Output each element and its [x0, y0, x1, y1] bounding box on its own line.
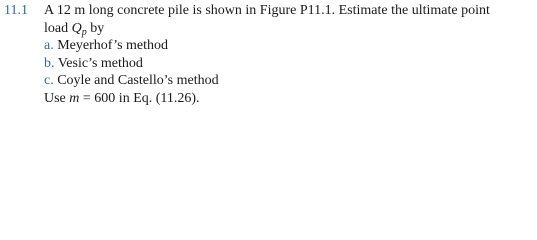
item-letter-c: c. — [44, 73, 54, 88]
note-suffix: = 600 in Eq. (11.26). — [79, 90, 200, 106]
problem-number: 11.1 — [4, 3, 28, 18]
item-text-b: Vesic’s method — [57, 55, 143, 71]
statement-line-1: A 12 m long concrete pile is shown in Figure P11.1. Estimate the ultimate point — [44, 3, 490, 18]
item-letter-b: b. — [44, 55, 55, 71]
list-item-b — [44, 55, 534, 73]
problem-block — [0, 0, 537, 114]
variable-m: m — [69, 90, 80, 106]
subscript-p: p — [81, 26, 87, 38]
statement-line-2-prefix: load — [44, 20, 72, 36]
item-letter-a: a. — [44, 38, 54, 53]
list-item-c — [44, 72, 534, 90]
problem-body — [44, 2, 534, 107]
list-item-a — [44, 37, 534, 55]
statement-line-2 — [44, 20, 534, 38]
item-text-a: Meyerhof’s method — [57, 38, 169, 53]
variable-q: Q — [71, 20, 82, 36]
note-line — [44, 90, 534, 108]
item-text-c: Coyle and Castello’s method — [57, 73, 219, 88]
statement-line-2-suffix: by — [86, 20, 105, 36]
note-prefix: Use — [44, 90, 70, 106]
